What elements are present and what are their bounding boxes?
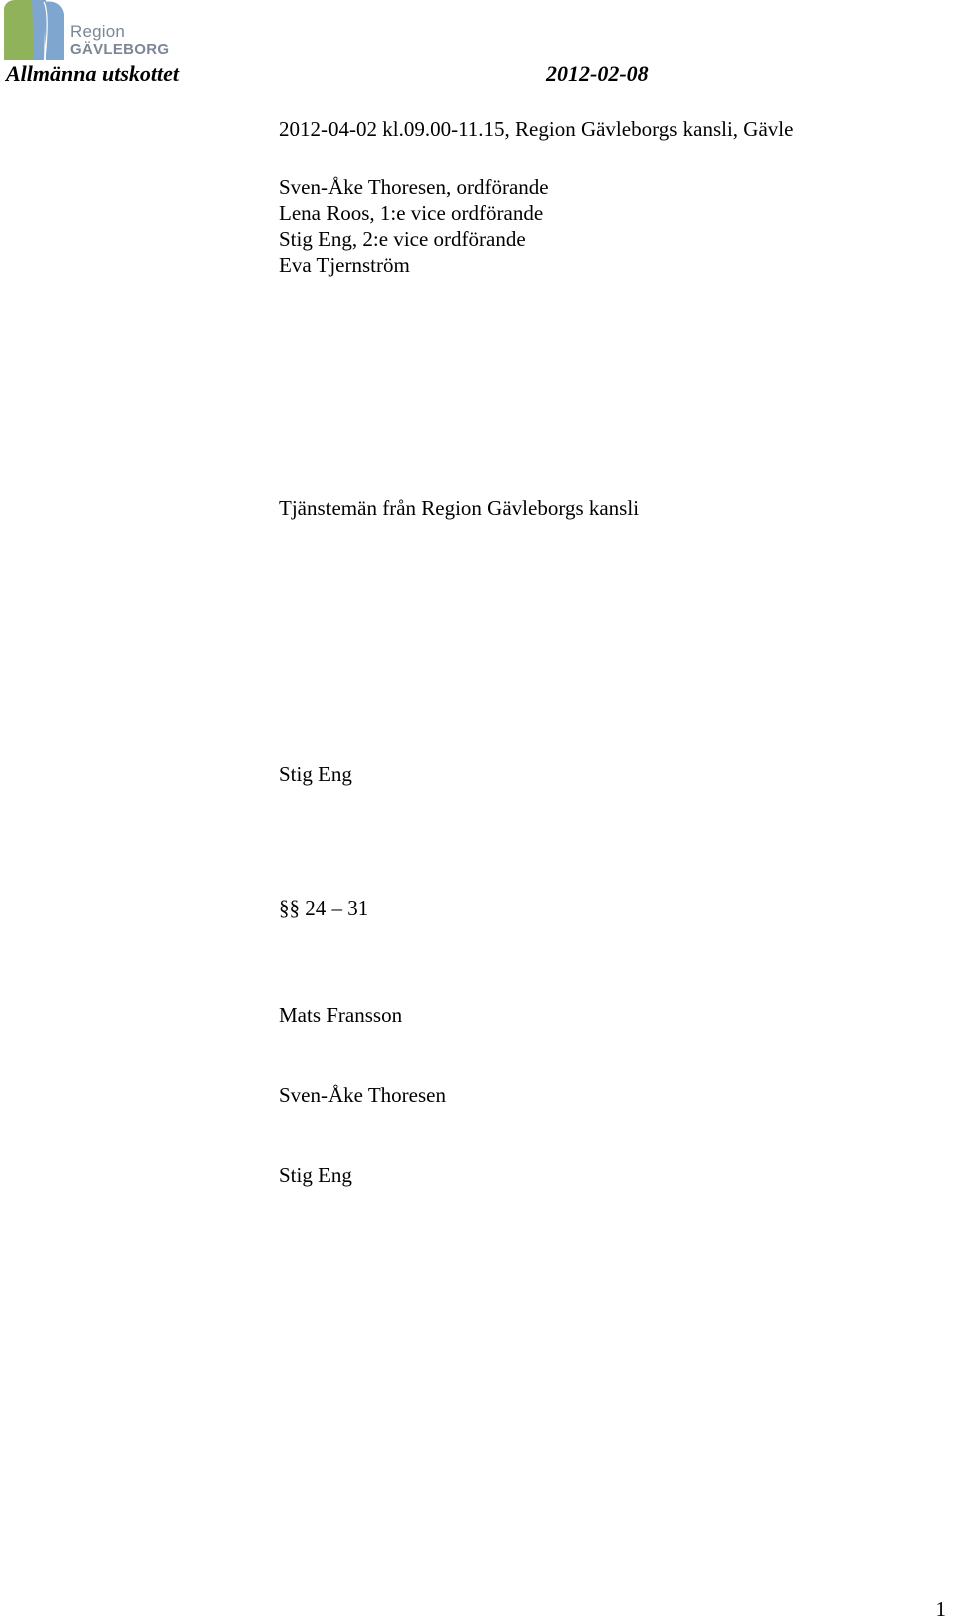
member-line: Eva Tjernström: [279, 253, 410, 277]
signature-secretary: Mats Fransson: [279, 1003, 403, 1027]
page-number: 1: [935, 1597, 946, 1621]
paragraph-range: §§ 24 – 31: [279, 896, 369, 920]
member-line: Lena Roos, 1:e vice ordförande: [279, 201, 544, 225]
signature-adjuster: Stig Eng: [279, 1163, 352, 1187]
member-line: Sven-Åke Thoresen, ordförande: [279, 175, 549, 199]
committee-title: Allmänna utskottet: [6, 61, 179, 86]
signature-chair: Sven-Åke Thoresen: [279, 1083, 446, 1107]
others-present: Tjänstemän från Region Gävleborgs kansli: [279, 496, 640, 520]
meeting-time-place: 2012-04-02 kl.09.00-11.15, Region Gävleborgs kansli, Gävle: [279, 117, 794, 141]
adjuster-name: Stig Eng: [279, 762, 352, 786]
logo-mark-icon: [4, 0, 66, 60]
member-line: Stig Eng, 2:e vice ordförande: [279, 227, 526, 251]
region-gavleborg-logo: [4, 0, 170, 62]
logo-text-region: Region: [70, 22, 126, 41]
logo-text-gavleborg: GÄVLEBORG: [70, 41, 170, 58]
header-date: 2012-02-08: [546, 61, 649, 86]
